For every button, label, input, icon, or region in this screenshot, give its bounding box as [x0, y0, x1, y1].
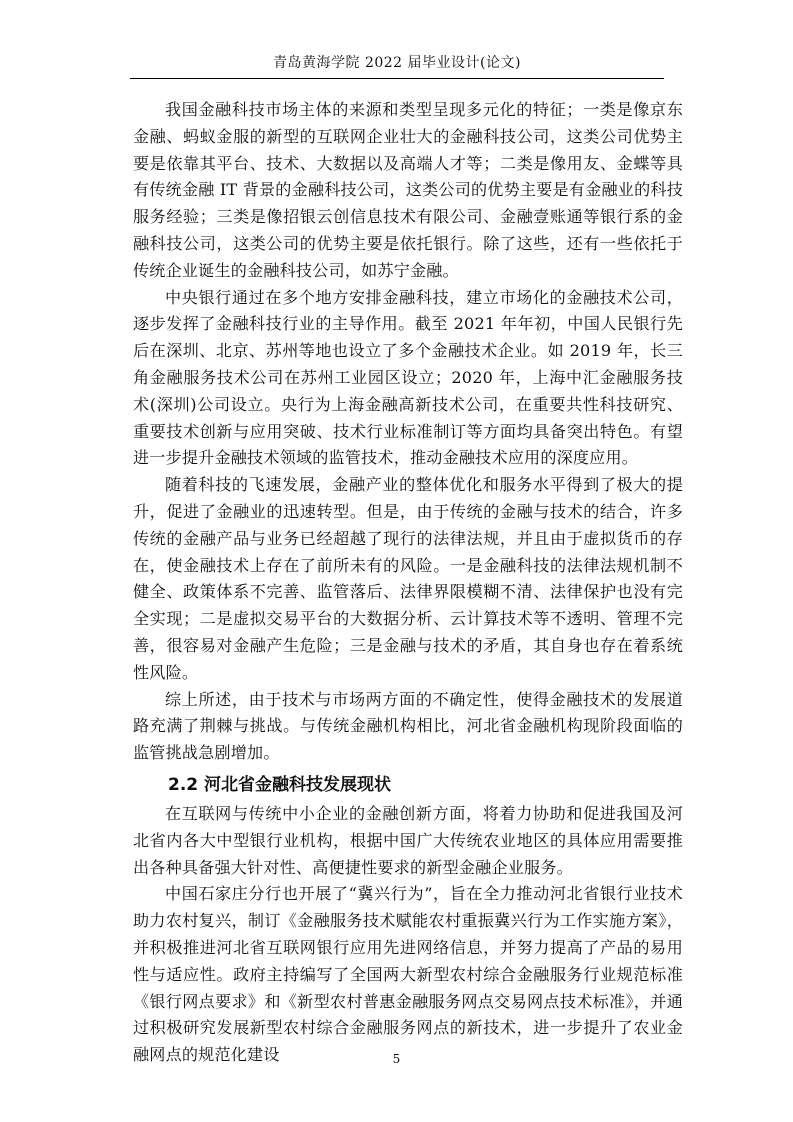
- running-header: 青岛黄海学院 2022 届毕业设计(论文): [273, 55, 521, 71]
- paragraph-internet-finance-innovation: 在互联网与传统中小企业的金融创新方面，将着力协助和促进我国及河北省内各大中型银行业机构，根据中国广大传统农业地区的具体应用需要推出各种具备强大针对性、高便捷性要求的新型金融企业服务。: [133, 803, 683, 877]
- document-body: [133, 97, 683, 1069]
- paragraph-fintech-risks: 随着科技的飞速发展，金融产业的整体优化和服务水平得到了极大的提升，促进了金融业的迅速转型。但是，由于传统的金融与技术的结合，许多传统的金融产品与业务已经超越了现行的法律法规，并且由于虚拟货币的存在，使金融技术上存在了前所未有的风险。一是金融科技的法律法规机制不健全、政策体系不完善、监管落后、法律界限模糊不清、法律保护也没有完全实现；二是虚拟交易平台的大数据分析、云计算技术等不透明、管理不完善，很容易对金融产生危险；三是金融与技术的矛盾，其自身也存在着系统性风险。: [133, 475, 683, 682]
- page-number: 5: [392, 1052, 401, 1066]
- paragraph-shijiazhuang-branch: 中国石家庄分行也开展了“冀兴行为”，旨在全力推动河北省银行业技术助力农村复兴，制订《金融服务技术赋能农村重振冀兴行为工作实施方案》，并积极推进河北省互联网银行应用先进网络信息，并努力提高了产品的易用性与适应性。政府主持编写了全国两大新型农村综合金融服务行业规范标准《银行网点要求》和《新型农村普惠金融服务网点交易网点技术标准》，并通过积极研究发展新型农村综合金融服务网点的新技术，进一步提升了农业金融网点的规范化建设: [133, 884, 683, 1065]
- header-divider: [130, 78, 664, 79]
- section-heading: 2.2 河北省金融科技发展现状: [168, 774, 392, 795]
- paragraph-central-bank-fintech: 中央银行通过在多个地方安排金融科技，建立市场化的金融技术公司，逐步发挥了金融科技行业的主导作用。截至 2021 年年初，中国人民银行先后在深圳、北京、苏州等地也设立了多个金融技术企业。如 2019 年，长三角金融服务技术公司在苏州工业园区设立；2020 年，上海中汇金融服务技术(深圳)公司设立。央行为上海金融高新技术公司，在重要共性科技研究、重要技术创新与应用突破、技术行业标准制订等方面均具备突出特色。有望进一步提升金融技术领域的监管技术，推动金融技术应用的深度应用。: [133, 287, 683, 468]
- paragraph-summary: 综上所述，由于技术与市场两方面的不确定性，使得金融技术的发展道路充满了荆棘与挑战。与传统金融机构相比，河北省金融机构现阶段面临的监管挑战急剧增加。: [133, 689, 683, 763]
- paragraph-fintech-market-entities: 我国金融科技市场主体的来源和类型呈现多元化的特征；一类是像京东金融、蚂蚁金服的新型的互联网企业壮大的金融科技公司，这类公司优势主要是依靠其平台、技术、大数据以及高端人才等；二类是像用友、金蝶等具有传统金融 IT 背景的金融科技公司，这类公司的优势主要是有金融业的科技服务经验；三类是像招银云创信息技术有限公司、金融壹账通等银行系的金融科技公司，这类公司的优势主要是依托银行。除了这些，还有一些依托于传统企业诞生的金融科技公司，如苏宁金融。: [133, 100, 683, 280]
